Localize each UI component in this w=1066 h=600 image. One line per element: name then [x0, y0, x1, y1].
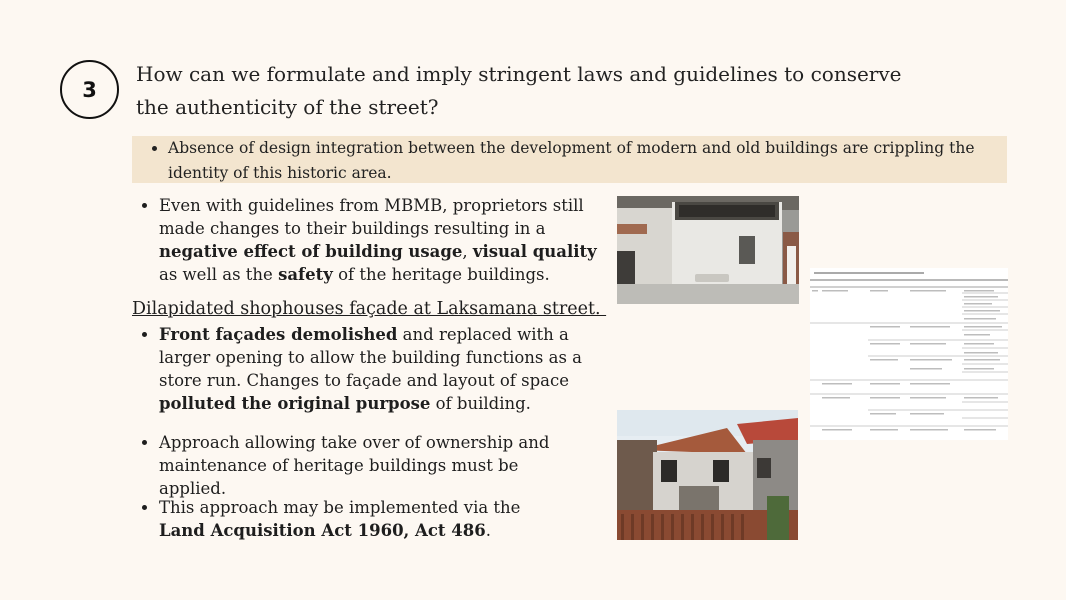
text-span: of the heritage buildings. — [332, 265, 550, 284]
subheading-dilapidated: Dilapidated shophouses façade at Laksamana street. — [132, 299, 607, 319]
slide-number: 3 — [82, 77, 97, 102]
shophouse-photo-top — [617, 196, 799, 304]
bold-span: safety — [278, 265, 333, 284]
bullet-guidelines — [159, 194, 602, 286]
text-span: and replaced with a larger opening to allow the building functions as a store run. Changes to façade and layout of space — [159, 325, 583, 390]
bullet-land-act — [159, 496, 552, 542]
highlight-point: • Absence of design integration between the development of modern and old buildings are crippling the identity of this historic area. — [168, 136, 1007, 186]
bold-span: Land Acquisition Act 1960, Act 486 — [159, 521, 486, 540]
slide-number-badge — [60, 60, 119, 119]
bold-span: Front façades demolished — [159, 325, 398, 344]
guidelines-table-thumbnail — [810, 268, 1008, 440]
text-span: , — [462, 242, 473, 261]
slide-question: How can we formulate and imply stringent laws and guidelines to conserve the authenticity of the street? — [136, 62, 902, 119]
bold-span: polluted the original purpose — [159, 394, 431, 413]
text-span: of building. — [430, 394, 531, 413]
bold-span: visual quality — [472, 242, 597, 261]
highlight-box — [132, 136, 1007, 183]
text-span: Even with guidelines from MBMB, proprietors still made changes to their buildings resulting in a — [159, 196, 584, 238]
shophouse-photo-bottom — [617, 410, 798, 540]
bold-span: negative effect of building usage — [159, 242, 463, 261]
bullet-facades — [159, 323, 582, 415]
point-approach — [132, 431, 582, 500]
bullet-approach: • Approach allowing take over of ownership and maintenance of heritage buildings must be applied. — [159, 431, 582, 500]
point-guidelines — [132, 194, 602, 286]
text-span: as well as the — [159, 265, 279, 284]
text-span: . — [485, 521, 491, 540]
text-span: This approach may be implemented via the — [159, 498, 521, 517]
point-facades — [132, 323, 582, 415]
point-land-act — [132, 496, 552, 542]
